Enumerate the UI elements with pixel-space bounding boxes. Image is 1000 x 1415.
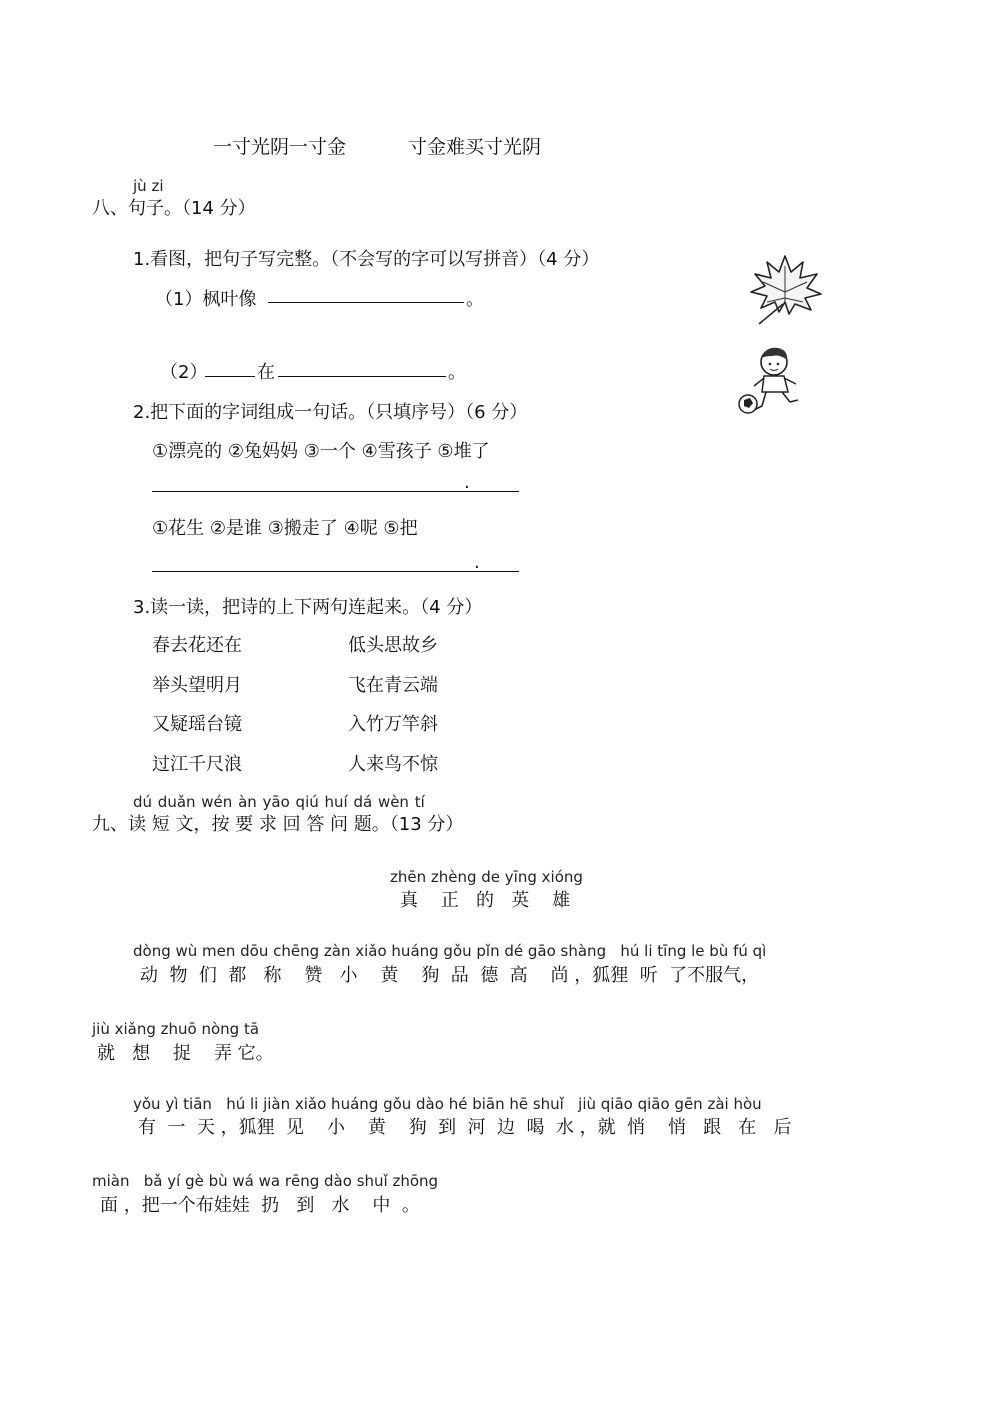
q2-group2-answer-line[interactable] <box>152 571 519 572</box>
proverb-right: 寸金难买寸光阴 <box>408 136 542 158</box>
boy-soccer-icon <box>732 340 812 420</box>
poem-right-2[interactable]: 飞在青云端 <box>348 675 438 696</box>
poem-left-1[interactable]: 春去花还在 <box>152 635 242 656</box>
q1-item1-blank[interactable] <box>268 302 464 303</box>
story-title: 真 正 的 英 雄 <box>400 890 571 911</box>
q2-group1-end: . <box>464 472 470 493</box>
story-line2-text: 就 想 捉 弄 它。 <box>97 1043 274 1064</box>
story-line4-text: 面 ，把一个布娃娃 扔 到 水 中 。 <box>100 1195 420 1216</box>
maple-leaf-icon <box>745 252 825 327</box>
q1-item2-blank-subject[interactable] <box>205 376 255 377</box>
section8-heading: 八、句子。（14 分） <box>92 198 256 219</box>
story-line4-pinyin: miàn bǎ yí gè bù wá wa rēng dào shuǐ zhōng <box>92 1172 439 1190</box>
q1-item2-prefix: （2） <box>160 362 208 383</box>
section8-pinyin: jù zi <box>133 177 164 195</box>
story-line1-pinyin: dòng wù men dōu chēng zàn xiǎo huáng gǒu pǐn dé gāo shàng hú li tīng le bù fú qì <box>133 942 767 960</box>
section9-heading: 九、读 短 文，按 要 求 回 答 问 题。（13 分） <box>92 814 464 835</box>
section9-pinyin: dú duǎn wén àn yāo qiú huí dá wèn tí <box>133 793 425 811</box>
q3-title: 3.读一读，把诗的上下两句连起来。（4 分） <box>133 597 483 618</box>
poem-left-2[interactable]: 举头望明月 <box>152 675 242 696</box>
q1-item1-end: 。 <box>466 289 484 310</box>
proverb-left: 一寸光阴一寸金 <box>213 136 347 158</box>
q2-group2-end: . <box>474 552 480 573</box>
story-line3-pinyin: yǒu yì tiān hú li jiàn xiǎo huáng gǒu dào hé biān hē shuǐ jiù qiāo qiāo gēn zài hòu <box>133 1095 762 1113</box>
poem-right-3[interactable]: 入竹万竿斜 <box>348 714 438 735</box>
q1-item2-blank-place[interactable] <box>278 376 446 377</box>
story-line2-pinyin: jiù xiǎng zhuō nòng tā <box>92 1020 260 1038</box>
q1-item1-prefix: （1）枫叶像 <box>155 289 257 310</box>
q1-item2-mid: 在 <box>257 362 275 383</box>
q2-group1: ①漂亮的 ②兔妈妈 ③一个 ④雪孩子 ⑤堆了 <box>152 441 490 462</box>
poem-right-4[interactable]: 人来鸟不惊 <box>348 754 438 775</box>
q1-item2-end: 。 <box>448 362 466 383</box>
story-title-pinyin: zhēn zhèng de yīng xióng <box>390 868 583 886</box>
story-line3-text: 有 一 天 ，狐狸 见 小 黄 狗 到 河 边 喝 水 ，就 悄 悄 跟 在 后 <box>138 1117 792 1138</box>
q2-title: 2.把下面的字词组成一句话。（只填序号）（6 分） <box>133 402 528 423</box>
poem-right-1[interactable]: 低头思故乡 <box>348 635 438 656</box>
q1-title: 1.看图，把句子写完整。（不会写的字可以写拼音）（4 分） <box>133 249 600 270</box>
poem-left-4[interactable]: 过江千尺浪 <box>152 754 242 775</box>
story-line1-text: 动 物 们 都 称 赞 小 黄 狗 品 德 高 尚 ，狐狸 听 了不服气， <box>140 965 760 986</box>
poem-left-3[interactable]: 又疑瑶台镜 <box>152 714 242 735</box>
q2-group2: ①花生 ②是谁 ③搬走了 ④呢 ⑤把 <box>152 518 418 539</box>
